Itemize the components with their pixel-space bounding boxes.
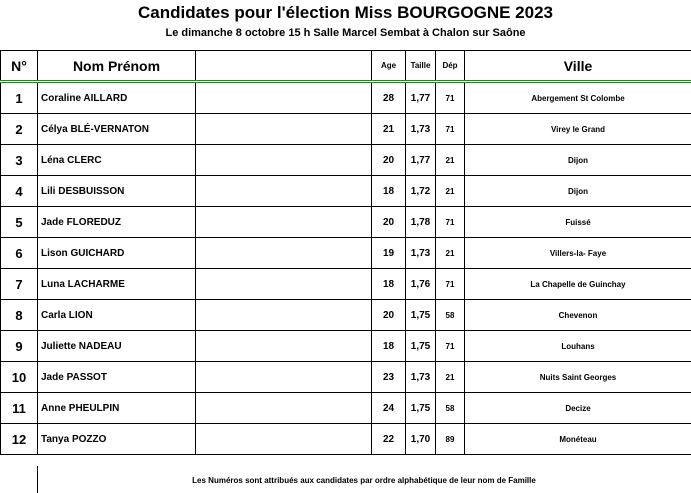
candidate-name: Lili DESBUISSON xyxy=(38,176,196,207)
candidate-height: 1,70 xyxy=(406,424,436,455)
candidate-departement: 89 xyxy=(436,424,465,455)
row-number: 12 xyxy=(1,424,38,455)
table-row xyxy=(1,424,691,455)
candidate-name: Anne PHEULPIN xyxy=(38,393,196,424)
candidate-age: 18 xyxy=(372,269,406,300)
table-row xyxy=(1,269,691,300)
row-number: 8 xyxy=(1,300,38,331)
candidate-departement: 71 xyxy=(436,82,465,114)
blank-cell xyxy=(196,362,372,393)
candidate-height: 1,73 xyxy=(406,362,436,393)
candidate-height: 1,77 xyxy=(406,145,436,176)
candidate-height: 1,73 xyxy=(406,238,436,269)
row-number: 1 xyxy=(1,82,38,114)
blank-cell xyxy=(196,145,372,176)
blank-cell xyxy=(196,114,372,145)
row-number: 11 xyxy=(1,393,38,424)
candidate-height: 1,77 xyxy=(406,82,436,114)
blank-cell xyxy=(196,424,372,455)
candidate-city: Fuissé xyxy=(465,207,691,238)
blank-cell xyxy=(196,82,372,114)
candidate-city: Louhans xyxy=(465,331,691,362)
candidate-city: Decize xyxy=(465,393,691,424)
candidate-name: Célya BLÉ-VERNATON xyxy=(38,114,196,145)
candidate-age: 20 xyxy=(372,300,406,331)
candidate-name: Carla LION xyxy=(38,300,196,331)
blank-cell xyxy=(196,207,372,238)
candidate-age: 18 xyxy=(372,331,406,362)
row-number: 6 xyxy=(1,238,38,269)
candidate-city: La Chapelle de Guinchay xyxy=(465,269,691,300)
candidate-departement: 21 xyxy=(436,238,465,269)
candidate-name: Jade PASSOT xyxy=(38,362,196,393)
row-number: 7 xyxy=(1,269,38,300)
candidate-departement: 58 xyxy=(436,300,465,331)
candidate-name: Tanya POZZO xyxy=(38,424,196,455)
header-age: Age xyxy=(372,51,406,82)
table-row xyxy=(1,145,691,176)
candidate-age: 23 xyxy=(372,362,406,393)
table-row xyxy=(1,393,691,424)
header-ville: Ville xyxy=(465,51,691,82)
blank-cell xyxy=(196,300,372,331)
row-number: 5 xyxy=(1,207,38,238)
header-name: Nom Prénom xyxy=(38,51,196,82)
row-number: 2 xyxy=(1,114,38,145)
candidate-height: 1,78 xyxy=(406,207,436,238)
table-row xyxy=(1,114,691,145)
candidate-city: Dijon xyxy=(465,145,691,176)
candidate-name: Lison GUICHARD xyxy=(38,238,196,269)
candidate-city: Dijon xyxy=(465,176,691,207)
table-row xyxy=(1,362,691,393)
candidate-age: 20 xyxy=(372,207,406,238)
candidate-name: Coraline AILLARD xyxy=(38,82,196,114)
candidate-departement: 71 xyxy=(436,269,465,300)
candidate-age: 18 xyxy=(372,176,406,207)
candidate-city: Virey le Grand xyxy=(465,114,691,145)
candidate-departement: 71 xyxy=(436,331,465,362)
candidate-age: 22 xyxy=(372,424,406,455)
candidates-table xyxy=(0,50,691,455)
candidate-height: 1,75 xyxy=(406,393,436,424)
row-number: 9 xyxy=(1,331,38,362)
blank-cell xyxy=(196,238,372,269)
footer-note: Les Numéros sont attribués aux candidates par ordre alphabétique de leur nom de Famille xyxy=(192,476,536,485)
candidate-departement: 71 xyxy=(436,114,465,145)
candidate-age: 20 xyxy=(372,145,406,176)
table-row xyxy=(1,300,691,331)
table-row xyxy=(1,331,691,362)
page-title: Candidates pour l'élection Miss BOURGOGNE 2023 xyxy=(138,3,553,22)
candidate-city: Abergement St Colombe xyxy=(465,82,691,114)
candidate-name: Luna LACHARME xyxy=(38,269,196,300)
candidate-city: Villers-la- Faye xyxy=(465,238,691,269)
candidate-name: Juliette NADEAU xyxy=(38,331,196,362)
candidate-city: Chevenon xyxy=(465,300,691,331)
header-taille: Taille xyxy=(406,51,436,82)
candidate-age: 21 xyxy=(372,114,406,145)
table-row xyxy=(1,207,691,238)
candidate-age: 24 xyxy=(372,393,406,424)
candidate-departement: 21 xyxy=(436,362,465,393)
candidate-height: 1,73 xyxy=(406,114,436,145)
blank-cell xyxy=(196,393,372,424)
candidate-name: Léna CLERC xyxy=(38,145,196,176)
blank-cell xyxy=(196,331,372,362)
candidate-name: Jade FLOREDUZ xyxy=(38,207,196,238)
row-number: 4 xyxy=(1,176,38,207)
candidate-height: 1,76 xyxy=(406,269,436,300)
header-blank xyxy=(196,51,372,82)
table-header-row xyxy=(1,51,691,82)
header-num: N° xyxy=(1,51,38,82)
table-row xyxy=(1,176,691,207)
header-dep: Dép xyxy=(436,51,465,82)
candidate-departement: 71 xyxy=(436,207,465,238)
candidate-height: 1,75 xyxy=(406,300,436,331)
candidate-city: Monéteau xyxy=(465,424,691,455)
candidate-height: 1,72 xyxy=(406,176,436,207)
row-number: 3 xyxy=(1,145,38,176)
table-row xyxy=(1,82,691,114)
table-row xyxy=(1,238,691,269)
page-subtitle: Le dimanche 8 octobre 15 h Salle Marcel Sembat à Chalon sur Saône xyxy=(165,27,526,39)
candidate-height: 1,75 xyxy=(406,331,436,362)
candidate-departement: 21 xyxy=(436,176,465,207)
candidate-age: 28 xyxy=(372,82,406,114)
candidate-age: 19 xyxy=(372,238,406,269)
candidate-departement: 21 xyxy=(436,145,465,176)
candidate-departement: 58 xyxy=(436,393,465,424)
row-number: 10 xyxy=(1,362,38,393)
candidate-city: Nuits Saint Georges xyxy=(465,362,691,393)
blank-cell xyxy=(196,176,372,207)
blank-cell xyxy=(196,269,372,300)
